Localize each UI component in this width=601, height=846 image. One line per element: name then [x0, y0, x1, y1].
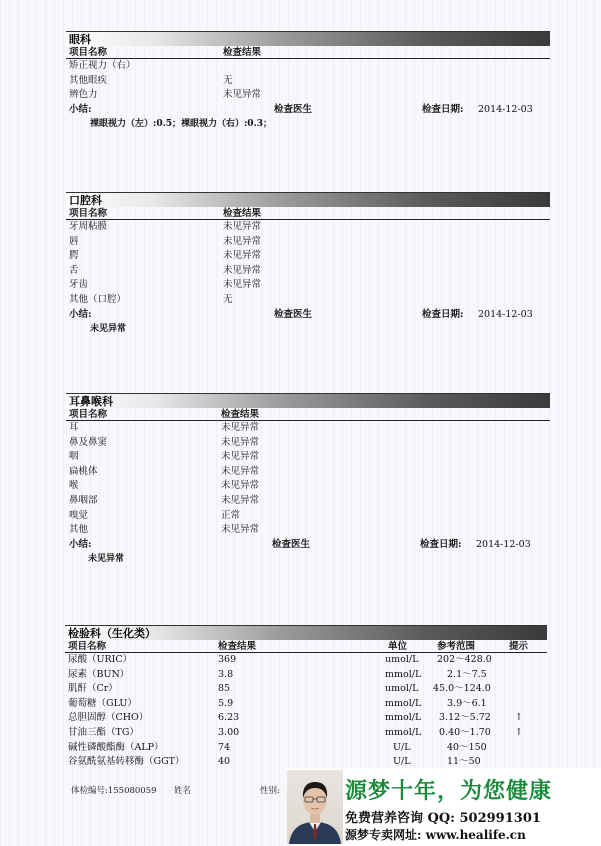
- exam-date: 2014-12-03: [478, 308, 533, 320]
- col-range: 参考范围: [437, 641, 476, 652]
- row-range: 0.40～1.70: [439, 726, 491, 738]
- row-unit: umol/L: [385, 683, 419, 695]
- row-result: 369: [218, 654, 237, 665]
- row-name: 甘油三酯（TG）: [68, 726, 139, 738]
- doctor-label: 检查医生: [274, 308, 313, 320]
- row-name: 碱性磷酸酯酶（ALP）: [68, 741, 164, 753]
- exam-date: 2014-12-03: [478, 103, 533, 115]
- row-range: 40～150: [447, 741, 487, 753]
- gender-label: 性别:: [260, 786, 280, 796]
- row-result: 未见异常: [221, 436, 260, 448]
- oral-section-header: [66, 192, 550, 207]
- eye-section-header: [66, 31, 550, 46]
- oral-section-title: 口腔科: [69, 194, 102, 207]
- table-row: [66, 293, 550, 308]
- lab-section-header: [65, 625, 547, 640]
- table-row: [65, 653, 547, 668]
- ent-summary: [66, 538, 550, 552]
- row-range: 3.9～6.1: [447, 697, 487, 709]
- row-name: 肌酐（Cr）: [68, 683, 118, 695]
- col-hint: 提示: [509, 641, 529, 652]
- col-item-name: 项目名称: [69, 409, 108, 420]
- col-unit: 单位: [388, 641, 408, 652]
- row-name: 尿酸（URIC）: [68, 654, 133, 665]
- col-result: 检查结果: [223, 208, 262, 219]
- row-name: 咽: [69, 451, 79, 463]
- ent-section: [66, 393, 550, 566]
- row-result: 40: [218, 756, 231, 768]
- date-label: 检查日期:: [420, 538, 462, 550]
- table-row: [66, 74, 550, 89]
- row-result: 未见异常: [221, 465, 260, 477]
- row-name: 鼻咽部: [69, 494, 98, 506]
- ad-qq: 免费营养咨询 QQ: 502991301: [345, 811, 541, 826]
- row-name: 唇: [69, 235, 79, 247]
- row-result: 未见异常: [223, 264, 262, 276]
- row-name: 辨色力: [69, 89, 98, 101]
- row-unit: mmol/L: [385, 726, 422, 738]
- row-range: 45.0～124.0: [433, 683, 491, 695]
- ent-column-header: [66, 408, 550, 421]
- row-name: 舌: [69, 264, 79, 276]
- exam-date: 2014-12-03: [476, 538, 531, 550]
- row-result: 未见异常: [223, 221, 262, 232]
- date-label: 检查日期:: [422, 103, 464, 115]
- row-name: 尿素（BUN）: [68, 668, 130, 680]
- table-row: [65, 726, 547, 741]
- table-row: [65, 697, 547, 712]
- summary-label: 小结:: [69, 308, 92, 320]
- doctor-label: 检查医生: [272, 538, 311, 550]
- row-result: 3.00: [218, 726, 240, 738]
- row-result: 未见异常: [223, 89, 262, 101]
- row-name: 扁桃体: [69, 465, 98, 477]
- table-row: [66, 59, 550, 74]
- row-name: 矫正视力（右）: [69, 60, 136, 71]
- exam-id: 体检编号:155080059: [71, 786, 157, 796]
- row-range: 3.12～5.72: [439, 712, 491, 724]
- row-result: 正常: [221, 509, 241, 521]
- table-row: [66, 235, 550, 250]
- name-label: 姓名: [174, 786, 192, 796]
- row-name: 喉: [69, 480, 79, 492]
- row-name: 耳: [69, 422, 79, 433]
- oral-summary: [66, 308, 550, 322]
- table-row: [65, 682, 547, 697]
- row-unit: mmol/L: [385, 668, 422, 680]
- row-name: 腭: [69, 250, 79, 262]
- row-result: 74: [218, 741, 231, 753]
- table-row: [66, 249, 550, 264]
- col-item-name: 项目名称: [69, 47, 108, 58]
- table-row: [66, 494, 550, 509]
- table-row: [66, 278, 550, 293]
- eye-summary: [66, 103, 550, 117]
- row-name: 其他: [69, 524, 89, 536]
- lab-section-title: 检验科（生化类）: [68, 627, 156, 640]
- row-result: 未见异常: [223, 250, 262, 262]
- ent-section-title: 耳鼻喉科: [69, 395, 113, 408]
- oral-note: [66, 322, 550, 336]
- row-result: 6.23: [218, 712, 240, 724]
- row-unit: U/L: [393, 756, 411, 768]
- person-portrait-icon: [287, 770, 343, 844]
- table-row: [66, 421, 550, 436]
- table-row: [65, 741, 547, 756]
- row-result: 未见异常: [223, 279, 262, 291]
- col-result: 检查结果: [223, 47, 262, 58]
- row-name: 牙周粘膜: [69, 221, 108, 232]
- col-item-name: 项目名称: [68, 641, 107, 652]
- table-row: [66, 465, 550, 480]
- row-result: 未见异常: [221, 480, 260, 492]
- col-item-name: 项目名称: [69, 208, 108, 219]
- row-result: 无: [223, 293, 233, 305]
- col-result: 检查结果: [221, 409, 260, 420]
- summary-label: 小结:: [69, 103, 92, 115]
- ad-slogan: 源梦十年，为您健康: [345, 778, 553, 804]
- row-result: 3.8: [218, 668, 234, 680]
- date-label: 检查日期:: [422, 308, 464, 320]
- table-row: [65, 668, 547, 683]
- row-result: 未见异常: [221, 494, 260, 506]
- table-row: [66, 509, 550, 524]
- row-name: 谷氨酰氨基转移酶（GGT）: [68, 756, 185, 768]
- oral-section: [66, 192, 550, 336]
- lab-column-header: [65, 640, 547, 653]
- summary-note: 未见异常: [90, 323, 127, 334]
- oral-column-header: [66, 207, 550, 220]
- ent-note: [66, 552, 550, 566]
- row-hint-high: ↑: [515, 726, 523, 738]
- portrait-photo: [287, 770, 343, 844]
- summary-note: 裸眼视力（左）:0.5；裸眼视力（右）:0.3；: [90, 118, 272, 129]
- row-name: 鼻及鼻窦: [69, 436, 108, 448]
- row-result: 未见异常: [221, 422, 260, 433]
- row-unit: mmol/L: [385, 697, 422, 709]
- row-name: 牙齿: [69, 279, 89, 291]
- row-range: 2.1～7.5: [447, 668, 487, 680]
- doctor-label: 检查医生: [274, 103, 313, 115]
- ad-website: 源梦专卖网址: www.healife.cn: [345, 828, 526, 842]
- row-result: 未见异常: [221, 524, 260, 536]
- table-row: [66, 264, 550, 279]
- table-row: [66, 450, 550, 465]
- ent-section-header: [66, 393, 550, 408]
- row-name: 嗅觉: [69, 509, 89, 521]
- row-result: 5.9: [218, 697, 234, 709]
- row-range: 202～428.0: [437, 654, 492, 665]
- summary-label: 小结:: [69, 538, 92, 550]
- row-name: 其他眼疾: [69, 74, 108, 86]
- row-result: 85: [218, 683, 231, 695]
- table-row: [66, 88, 550, 103]
- eye-column-header: [66, 46, 550, 59]
- row-range: 11～50: [447, 756, 481, 768]
- row-name: 总胆固醇（CHO）: [68, 712, 149, 724]
- summary-note: 未见异常: [88, 553, 125, 564]
- advertisement-banner: [287, 768, 601, 846]
- table-row: [66, 523, 550, 538]
- eye-note: [66, 117, 550, 131]
- row-result: 未见异常: [221, 451, 260, 463]
- row-result: 未见异常: [223, 235, 262, 247]
- table-row: [66, 479, 550, 494]
- row-unit: U/L: [393, 741, 411, 753]
- table-row: [66, 436, 550, 451]
- eye-section: [66, 31, 550, 131]
- row-hint-high: ↑: [515, 712, 523, 724]
- table-row: [66, 220, 550, 235]
- table-row: [65, 711, 547, 726]
- eye-section-title: 眼科: [69, 33, 91, 46]
- col-result: 检查结果: [218, 641, 257, 652]
- row-name: 其他（口腔）: [69, 293, 127, 305]
- row-unit: mmol/L: [385, 712, 422, 724]
- row-name: 葡萄糖（GLU）: [68, 697, 137, 709]
- row-unit: umol/L: [385, 654, 419, 665]
- lab-section: [65, 625, 547, 770]
- row-result: 无: [223, 74, 233, 86]
